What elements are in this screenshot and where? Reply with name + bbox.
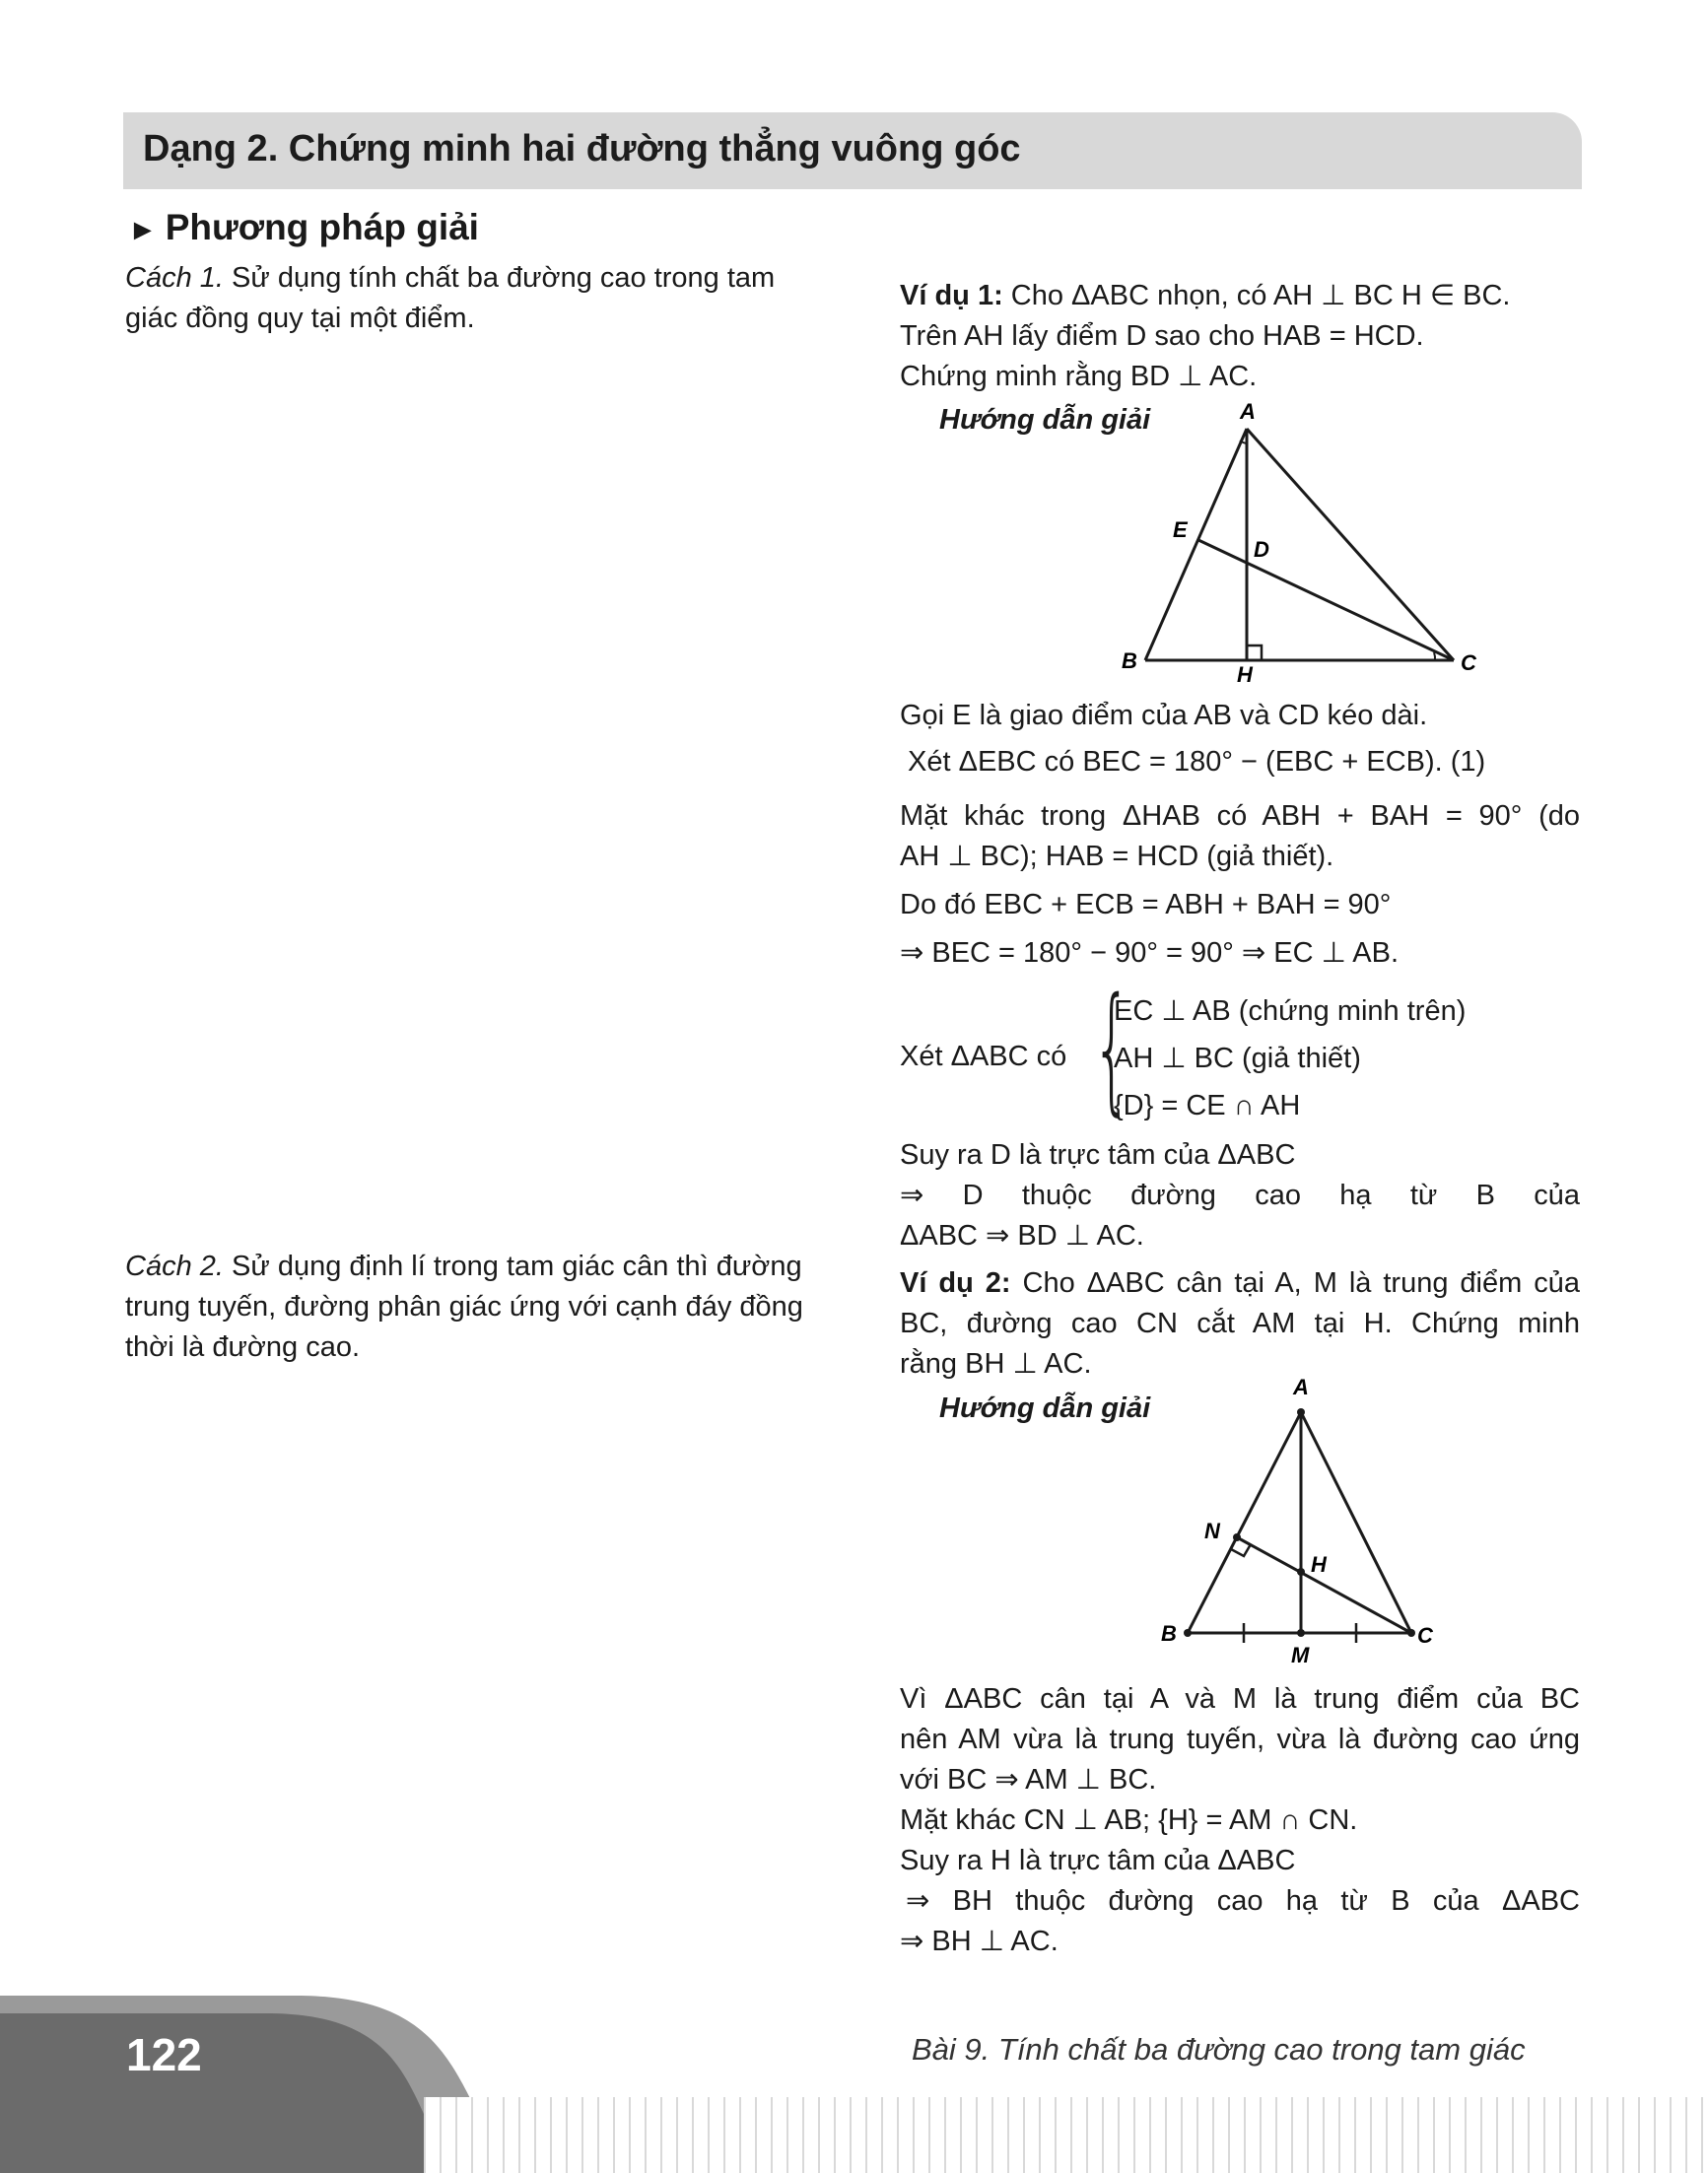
vd1-point-label-c: C xyxy=(1461,650,1476,675)
vd2-solution-line: Mặt khác CN ⊥ AB; {H} = AM ∩ CN. xyxy=(900,1804,1358,1836)
vd2-point-label-n: N xyxy=(1204,1519,1220,1543)
vd1-label: Ví dụ 1: xyxy=(900,280,1003,311)
vd2-right-angle-mark xyxy=(1231,1544,1251,1556)
vd2-solution xyxy=(900,1679,1580,1962)
vd1-system-line: AH ⊥ BC (giả thiết) xyxy=(1114,1043,1361,1074)
method-heading xyxy=(128,207,479,248)
vd2-solution-line: với BC ⇒ AM ⊥ BC. xyxy=(900,1764,1157,1796)
vd2-point-m xyxy=(1297,1629,1305,1637)
vd1-system-line: EC ⊥ AB (chứng minh trên) xyxy=(1114,995,1467,1027)
vd2-point-n xyxy=(1233,1533,1241,1541)
vd2-point-h xyxy=(1297,1568,1305,1576)
vd1-system xyxy=(1114,991,1577,1126)
section-title: Dạng 2. Chứng minh hai đường thẳng vuông góc xyxy=(143,128,1021,170)
vd1-segment-ab xyxy=(1145,429,1247,660)
vd1-conclusion-line: Suy ra D là trực tâm của ΔABC xyxy=(900,1139,1296,1171)
vd2-solution-line: nên AM vừa là trung tuyến, vừa là đường cao ứng xyxy=(900,1724,1580,1755)
vd2-solution-line: Vì ΔABC cân tại A và M là trung điểm của BC xyxy=(900,1683,1580,1715)
vd2-point-label-h: H xyxy=(1311,1552,1327,1577)
vd1-solution-line: Mặt khác trong ΔHAB có ABH + BAH = 90° (do xyxy=(900,800,1580,832)
cach1-text: Sử dụng tính chất ba đường cao trong tam giác đồng quy tại một điểm. xyxy=(125,262,776,334)
cach2-text: Sử dụng định lí trong tam giác cân thì đường trung tuyến, đường phân giác ứng với cạnh đáy đồng thời là đường cao. xyxy=(125,1251,803,1363)
vd1-point-label-h: H xyxy=(1237,662,1253,687)
vd2-problem-line: BC, đường cao CN cắt AM tại H. Chứng minh xyxy=(900,1308,1580,1339)
play-arrow-icon: ► xyxy=(128,214,158,246)
vd1-guide-heading: Hướng dẫn giải xyxy=(939,404,1151,436)
vd1-triangle-figure xyxy=(1104,394,1478,690)
vd2-segment-ac xyxy=(1301,1412,1411,1633)
cach2-paragraph xyxy=(125,1247,835,1368)
vd2-label: Ví dụ 2: xyxy=(900,1267,1011,1299)
vd2-point-c xyxy=(1407,1629,1415,1637)
cach1-label: Cách 1. xyxy=(125,262,224,294)
footer-stripes xyxy=(424,2097,1708,2173)
vd1-problem-line: Ví dụ 1: Cho ΔABC nhọn, có AH ⊥ BC H ∈ BC. xyxy=(900,280,1511,311)
running-title: Bài 9. Tính chất ba đường cao trong tam giác xyxy=(912,2032,1526,2067)
vd1-conclusion xyxy=(900,1135,1580,1256)
vd1-solution-line: AH ⊥ BC); HAB = HCD (giả thiết). xyxy=(900,841,1334,872)
vd2-point-label-b: B xyxy=(1161,1621,1177,1646)
vd1-solution-line: ⇒ BEC = 180° − 90° = 90° ⇒ EC ⊥ AB. xyxy=(900,937,1400,969)
curly-brace-icon: { xyxy=(1092,969,1132,1129)
vd1-point-label-b: B xyxy=(1122,648,1137,673)
vd1-solution-line: Do đó EBC + ECB = ABH + BAH = 90° xyxy=(900,889,1392,920)
vd1-solution xyxy=(900,696,1580,974)
vd2-point-label-m: M xyxy=(1291,1643,1310,1667)
vd2-triangle-figure xyxy=(1153,1375,1449,1670)
vd1-point-label-e: E xyxy=(1173,517,1188,542)
vd1-angle-mark-c xyxy=(1434,652,1435,660)
vd1-system-lead: Xét ΔABC có xyxy=(900,1041,1067,1072)
vd2-point-a xyxy=(1297,1408,1305,1416)
vd2-point-label-c: C xyxy=(1417,1623,1433,1648)
vd2-solution-line: ⇒ BH ⊥ AC. xyxy=(900,1926,1059,1957)
vd1-right-angle-mark xyxy=(1247,645,1262,660)
vd1-solution-line: Xét ΔEBC có BEC = 180° − (EBC + ECB). (1) xyxy=(908,746,1486,778)
vd2-problem xyxy=(900,1263,1580,1385)
vd1-point-label-d: D xyxy=(1254,537,1269,562)
vd2-problem-line: Ví dụ 2: Cho ΔABC cân tại A, M là trung điểm của xyxy=(900,1267,1580,1299)
vd1-system-line: {D} = CE ∩ AH xyxy=(1114,1090,1301,1121)
vd1-problem-line: Chứng minh rằng BD ⊥ AC. xyxy=(900,361,1258,392)
vd2-point-label-a: A xyxy=(1293,1375,1309,1399)
vd1-problem xyxy=(900,276,1580,397)
vd2-guide-heading: Hướng dẫn giải xyxy=(939,1392,1151,1424)
vd1-conclusion-line: ΔABC ⇒ BD ⊥ AC. xyxy=(900,1220,1144,1252)
vd1-problem-line: Trên AH lấy điểm D sao cho HAB = HCD. xyxy=(900,320,1424,352)
page-number: 122 xyxy=(126,2029,202,2080)
vd2-point-b xyxy=(1184,1629,1192,1637)
method-title: Phương pháp giải xyxy=(165,207,479,247)
vd1-point-label-a: A xyxy=(1240,399,1256,424)
vd2-solution-line: Suy ra H là trực tâm của ΔABC xyxy=(900,1845,1296,1876)
vd2-solution-line: ⇒ BH thuộc đường cao hạ từ B của ΔABC xyxy=(906,1885,1580,1917)
cach1-paragraph xyxy=(125,258,835,339)
cach2-label: Cách 2. xyxy=(125,1251,224,1282)
vd2-problem-line: rằng BH ⊥ AC. xyxy=(900,1348,1092,1380)
vd1-segment-ac xyxy=(1247,429,1454,660)
vd1-solution-line: Gọi E là giao điểm của AB và CD kéo dài. xyxy=(900,700,1428,731)
section-header-band xyxy=(123,112,1582,189)
vd1-conclusion-line: ⇒ D thuộc đường cao hạ từ B của xyxy=(900,1180,1580,1211)
vd1-segment-ce xyxy=(1198,540,1454,660)
